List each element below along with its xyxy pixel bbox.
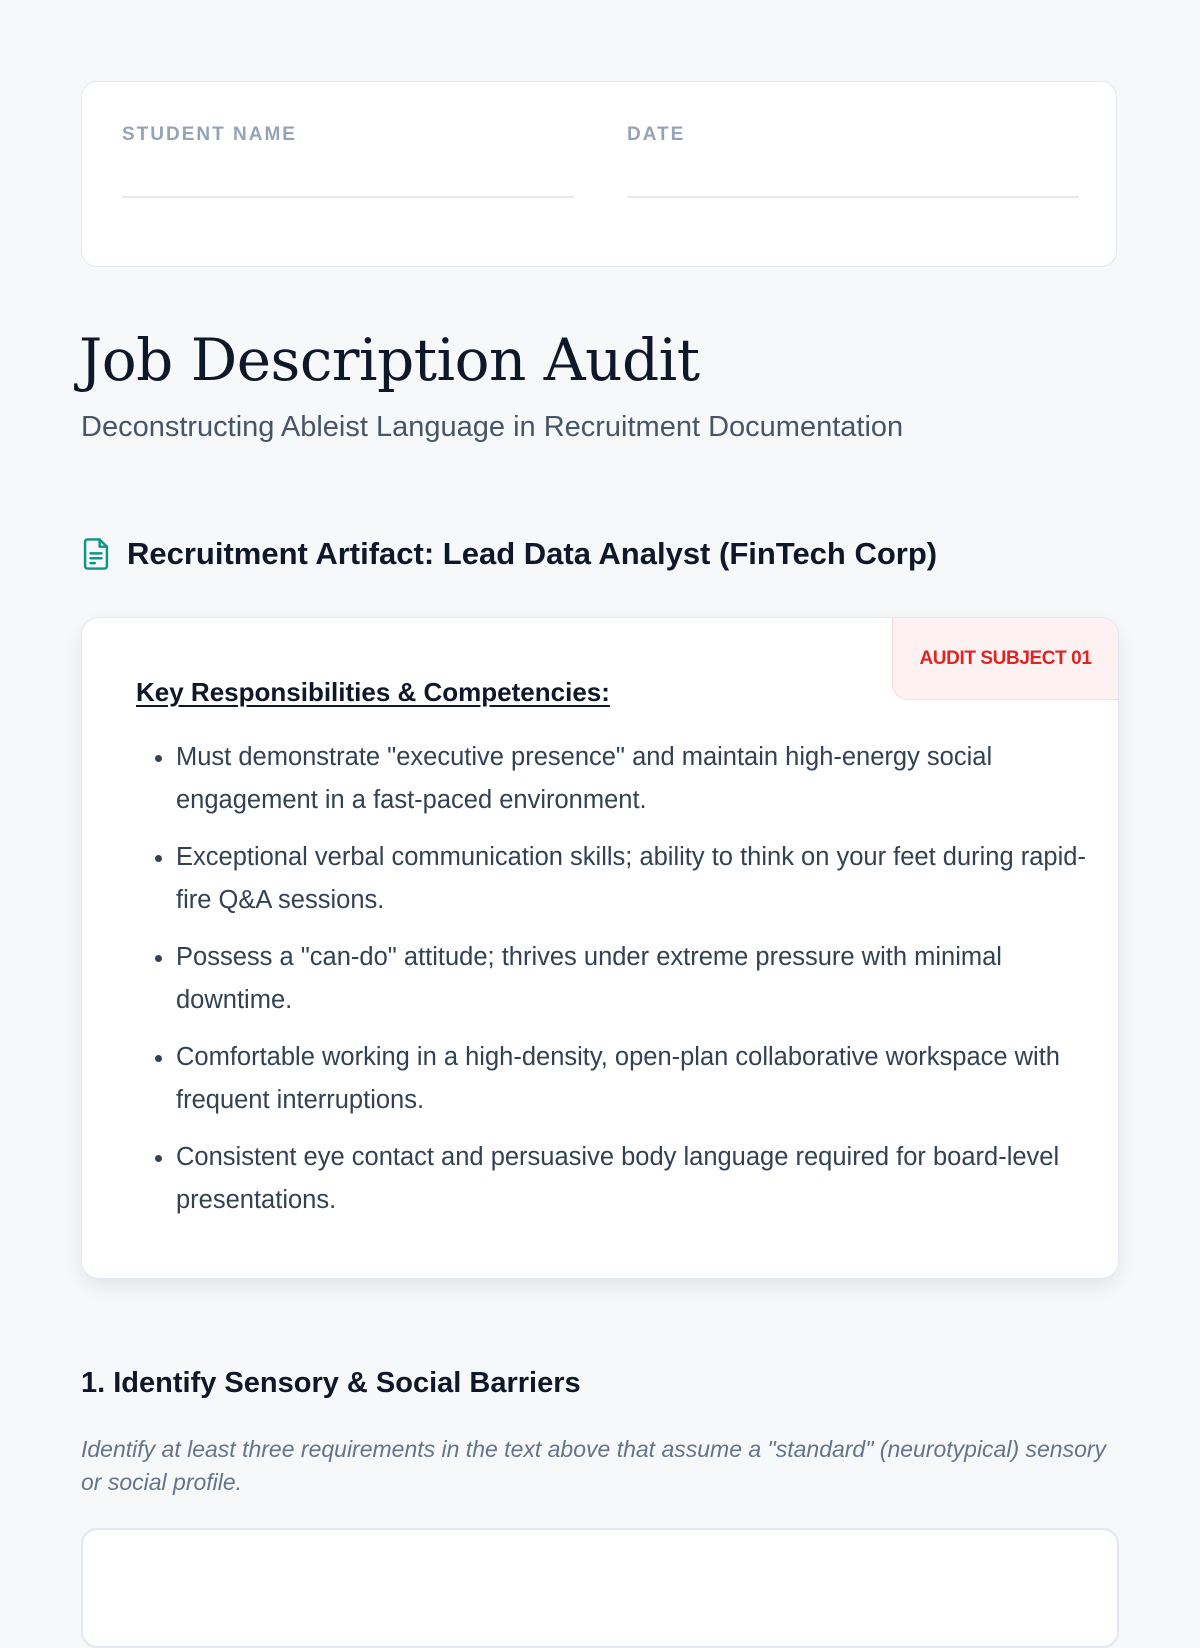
list-item: • Exceptional verbal communication skills; ability to think on your feet during rapid-fire Q&A sessions. [176,836,1096,922]
date-input-line[interactable] [627,196,1079,198]
section-heading-sensory-barriers: 1. Identify Sensory & Social Barriers [81,1367,581,1399]
answer-textarea[interactable] [81,1528,1119,1648]
job-description-card [81,617,1119,1279]
artifact-heading [81,532,937,576]
student-name-label: STUDENT NAME [122,124,297,145]
list-item: • Possess a "can-do" attitude; thrives under extreme pressure with minimal downtime. [176,936,1096,1022]
audit-subject-badge: AUDIT SUBJECT 01 [892,618,1118,700]
page-subtitle: Deconstructing Ableist Language in Recruitment Documentation [81,411,904,443]
student-info-card [81,81,1117,267]
list-item: • Consistent eye contact and persuasive body language required for board-level presentations. [176,1136,1096,1222]
responsibilities-heading: Key Responsibilities & Competencies: [136,677,610,707]
page-title: Job Description Audit [79,326,700,394]
document-icon [81,537,111,571]
list-item: • Must demonstrate "executive presence" and maintain high-energy social engagement in a fast-paced environment. [176,736,1096,822]
responsibilities-list [136,736,1096,1236]
list-item: • Comfortable working in a high-density, open-plan collaborative workspace with frequent interruptions. [176,1036,1096,1122]
student-name-field[interactable] [122,122,574,198]
student-name-input-line[interactable] [122,196,574,198]
date-label: DATE [627,124,686,145]
section-instructions: Identify at least three requirements in the text above that assume a "standard" (neurotypical) sensory or social profile. [81,1436,1107,1495]
artifact-title: Recruitment Artifact: Lead Data Analyst (FinTech Corp) [127,536,938,571]
date-field[interactable] [627,122,1079,198]
